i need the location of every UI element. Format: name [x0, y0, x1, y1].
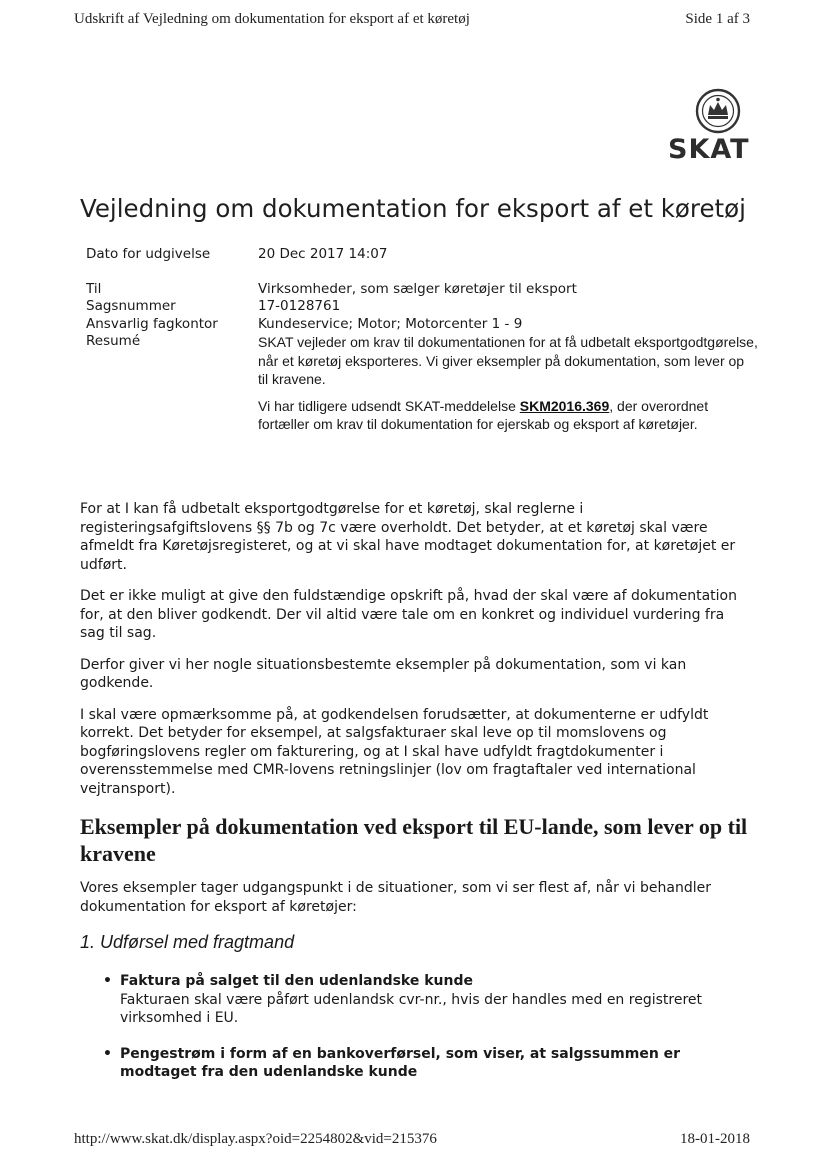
- skat-logo: SKAT: [668, 134, 750, 165]
- print-footer: [74, 1131, 750, 1148]
- meta-office-label: Ansvarlig fagkontor: [86, 316, 218, 332]
- bullet-icon: •: [103, 973, 112, 989]
- body-paragraph: I skal være opmærksomme på, at godkendelsen forudsætter, at dokumenterne er udfyldt korrekt. Det betyder for eksempel, at salgsfakturaer skal leve op til momslovens og bogføringslovens regler om fakturering, og at I skal have udfyldt fragtdokumenter i overensstemmelse med CMR-lovens retningslinjer (lov om fragtaftaler ved international vejtransport).: [80, 706, 709, 797]
- resume-paragraph-reference: [258, 397, 758, 434]
- resume-ref-after: , der overordnet fortæller om krav til dokumentation for ejerskab og eksport af køretøjer.: [258, 397, 709, 432]
- footer-url: http://www.skat.dk/display.aspx?oid=2254802&vid=215376: [74, 1131, 437, 1147]
- section-intro: Vores eksempler tager udgangspunkt i de situationer, som vi ser flest af, når vi behandler dokumentation for eksport af køretøjer:: [80, 880, 711, 915]
- body-paragraph: For at I kan få udbetalt eksportgodtgørelse for et køretøj, skal reglerne i registeringsafgiftslovens §§ 7b og 7c være overholdt. Det betyder, at et køretøj skal være afmeldt fra Køretøjsregisteret, og at vi skal have modtaget dokumentation for, at køretøjet er udført.: [80, 501, 736, 573]
- meta-to-label: Til: [86, 281, 102, 297]
- page-title: Vejledning om dokumentation for eksport af et køretøj: [80, 194, 746, 223]
- resume-ref-before: Vi har tidligere udsendt SKAT-meddelelse: [258, 397, 520, 414]
- body-text: [80, 500, 740, 811]
- list-item-title: Faktura på salget til den udenlandske kunde: [120, 973, 473, 989]
- print-header: [74, 11, 750, 28]
- list-item: [100, 972, 740, 1028]
- list-item-title: Pengestrøm i form af en bankoverførsel, som viser, at salgssummen er modtaget fra den udenlandske kunde: [120, 1045, 681, 1080]
- print-header-title: Udskrift af Vejledning om dokumentation for eksport af et køretøj: [74, 11, 470, 27]
- meta-date-value: 20 Dec 2017 14:07: [258, 246, 388, 262]
- list-item: [100, 1045, 740, 1082]
- body-paragraph: Derfor giver vi her nogle situationsbestemte eksempler på dokumentation, som vi kan godkende.: [80, 656, 687, 691]
- meta-resume-label: Resumé: [86, 333, 141, 349]
- body-paragraph: Det er ikke muligt at give den fuldstændige opskrift på, hvad der skal være af dokumentation for, at den bliver godkendt. Der vil altid være tale om en konkret og individuel vurdering fra sag til sag.: [80, 588, 737, 641]
- footer-date: 18-01-2018: [680, 1131, 750, 1147]
- page-indicator: Side 1 af 3: [685, 11, 750, 27]
- meta-case-label: Sagsnummer: [86, 298, 176, 314]
- meta-to-value: Virksomheder, som sælger køretøjer til eksport: [258, 281, 577, 297]
- meta-date-label: Dato for udgivelse: [86, 246, 211, 262]
- meta-office-value: Kundeservice; Motor; Motorcenter 1 - 9: [258, 316, 523, 332]
- skm-reference-link[interactable]: SKM2016.369: [519, 397, 610, 414]
- requirements-list: [100, 972, 740, 1099]
- section-heading: Eksempler på dokumentation ved eksport til EU-lande, som lever op til kravene: [80, 814, 748, 866]
- resume-text: [258, 333, 758, 442]
- bullet-icon: •: [103, 1045, 112, 1062]
- list-item-text: Fakturaen skal være påført udenlandsk cvr-nr., hvis der handles med en registreret virksomhed i EU.: [120, 991, 702, 1026]
- meta-case-value: 17-0128761: [258, 298, 341, 314]
- crown-emblem-icon: [695, 88, 741, 134]
- resume-paragraph: SKAT vejleder om krav til dokumentationen for at få udbetalt eksportgodtgørelse, når et køretøj eksporteres. Vi giver eksempler på dokumentation, som lever op til kravene.: [258, 334, 758, 387]
- subheading: 1. Udførsel med fragtmand: [80, 932, 295, 952]
